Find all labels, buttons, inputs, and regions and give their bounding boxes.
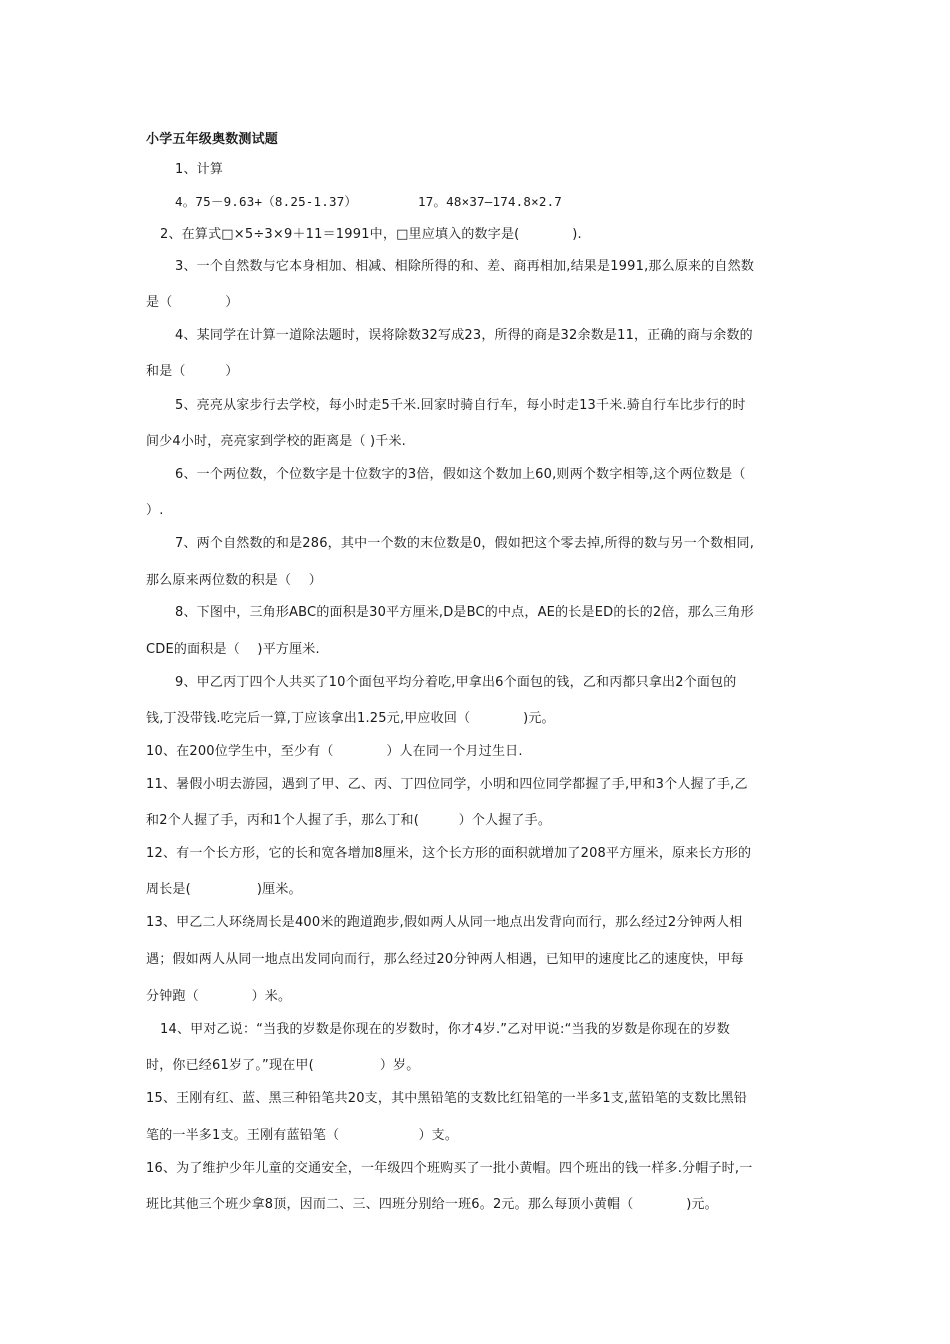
question-7-line-2: 那么原来两位数的积是（ ） xyxy=(146,573,322,588)
question-15-line-2: 笔的一半多1支。王刚有蓝铅笔（ ）支。 xyxy=(146,1128,459,1143)
question-4-line-1: 4、某同学在计算一道除法题时，误将除数32写成23，所得的商是32余数是11，正确的商与余数的 xyxy=(175,328,753,343)
question-5-line-1: 5、亮亮从家步行去学校，每小时走5千米.回家时骑自行车，每小时走13千米.骑自行车比步行的时 xyxy=(175,398,746,413)
question-2: 2、在算式□×5÷3×9＋11＝1991中，□里应填入的数字是( ). xyxy=(160,227,582,242)
question-5-line-2: 间少4小时，亮亮家到学校的距离是（ )千米. xyxy=(146,434,407,449)
question-14-line-1: 14、甲对乙说：“当我的岁数是你现在的岁数时，你才4岁.”乙对甲说:“当我的岁数是你现在的岁数 xyxy=(160,1022,730,1037)
question-3-line-2: 是（ ） xyxy=(146,295,239,310)
question-8-line-1: 8、下图中，三角形ABC的面积是30平方厘米,D是BC的中点，AE的长是ED的长的2倍，那么三角形 xyxy=(175,605,754,620)
question-4-line-2: 和是（ ） xyxy=(146,364,239,379)
question-13-line-2: 遇；假如两人从同一地点出发同向而行，那么经过20分钟两人相遇，已知甲的速度比乙的速度快，甲每 xyxy=(146,952,744,967)
question-3-line-1: 3、一个自然数与它本身相加、相减、相除所得的和、差、商再相加,结果是1991,那么原来的自然数 xyxy=(175,259,755,274)
question-9-line-2: 钱,丁没带钱.吃完后一算,丁应该拿出1.25元,甲应收回（ )元。 xyxy=(146,711,555,726)
question-6-line-1: 6、一个两位数，个位数字是十位数字的3倍，假如这个数加上60,则两个数字相等,这个两位数是（ xyxy=(175,467,746,482)
question-14-line-2: 时，你已经61岁了。”现在甲( ）岁。 xyxy=(146,1058,420,1073)
question-9-line-1: 9、甲乙丙丁四个人共买了10个面包平均分着吃,甲拿出6个面包的钱，乙和丙都只拿出2个面包的 xyxy=(175,675,737,690)
question-12-line-1: 12、有一个长方形，它的长和宽各增加8厘米，这个长方形的面积就增加了208平方厘米，原来长方形的 xyxy=(146,846,752,861)
question-11-line-1: 11、暑假小明去游园，遇到了甲、乙、丙、丁四位同学，小明和四位同学都握了手,甲和3个人握了手,乙 xyxy=(146,777,748,792)
calc-problem-b: 17。48×37—174.8×2.7 xyxy=(418,194,563,209)
question-16-line-2: 班比其他三个班少拿8顶，因而二、三、四班分别给一班6。2元。那么每顶小黄帽（ )元。 xyxy=(146,1197,718,1212)
question-10: 10、在200位学生中，至少有（ ）人在同一个月过生日. xyxy=(146,744,523,759)
question-8-line-2: CDE的面积是（ )平方厘米. xyxy=(146,642,320,657)
question-12-line-2: 周长是( )厘米。 xyxy=(146,882,302,897)
question-13-line-3: 分钟跑（ ）米。 xyxy=(146,989,292,1004)
question-13-line-1: 13、甲乙二人环绕周长是400米的跑道跑步,假如两人从同一地点出发背向而行，那么经过2分钟两人相 xyxy=(146,915,743,930)
question-15-line-1: 15、王刚有红、蓝、黑三种铅笔共20支，其中黑铅笔的支数比红铅笔的一半多1支,蓝铅笔的支数比黑铅 xyxy=(146,1091,748,1106)
question-7-line-1: 7、两个自然数的和是286，其中一个数的末位数是0，假如把这个零去掉,所得的数与另一个数相同, xyxy=(175,536,755,551)
question-11-line-2: 和2个人握了手，丙和1个人握了手，那么丁和( ）个人握了手。 xyxy=(146,813,552,828)
calc-problem-a: 4。75－9.63+（8.25-1.37） xyxy=(175,194,358,209)
question-16-line-1: 16、为了维护少年儿童的交通安全，一年级四个班购买了一批小黄帽。四个班出的钱一样多.分帽子时,一 xyxy=(146,1161,753,1176)
question-6-line-2: ）. xyxy=(146,503,164,518)
page-title: 小学五年级奥数测试题 xyxy=(146,132,279,147)
section-calc-heading: 1、计算 xyxy=(175,162,224,177)
